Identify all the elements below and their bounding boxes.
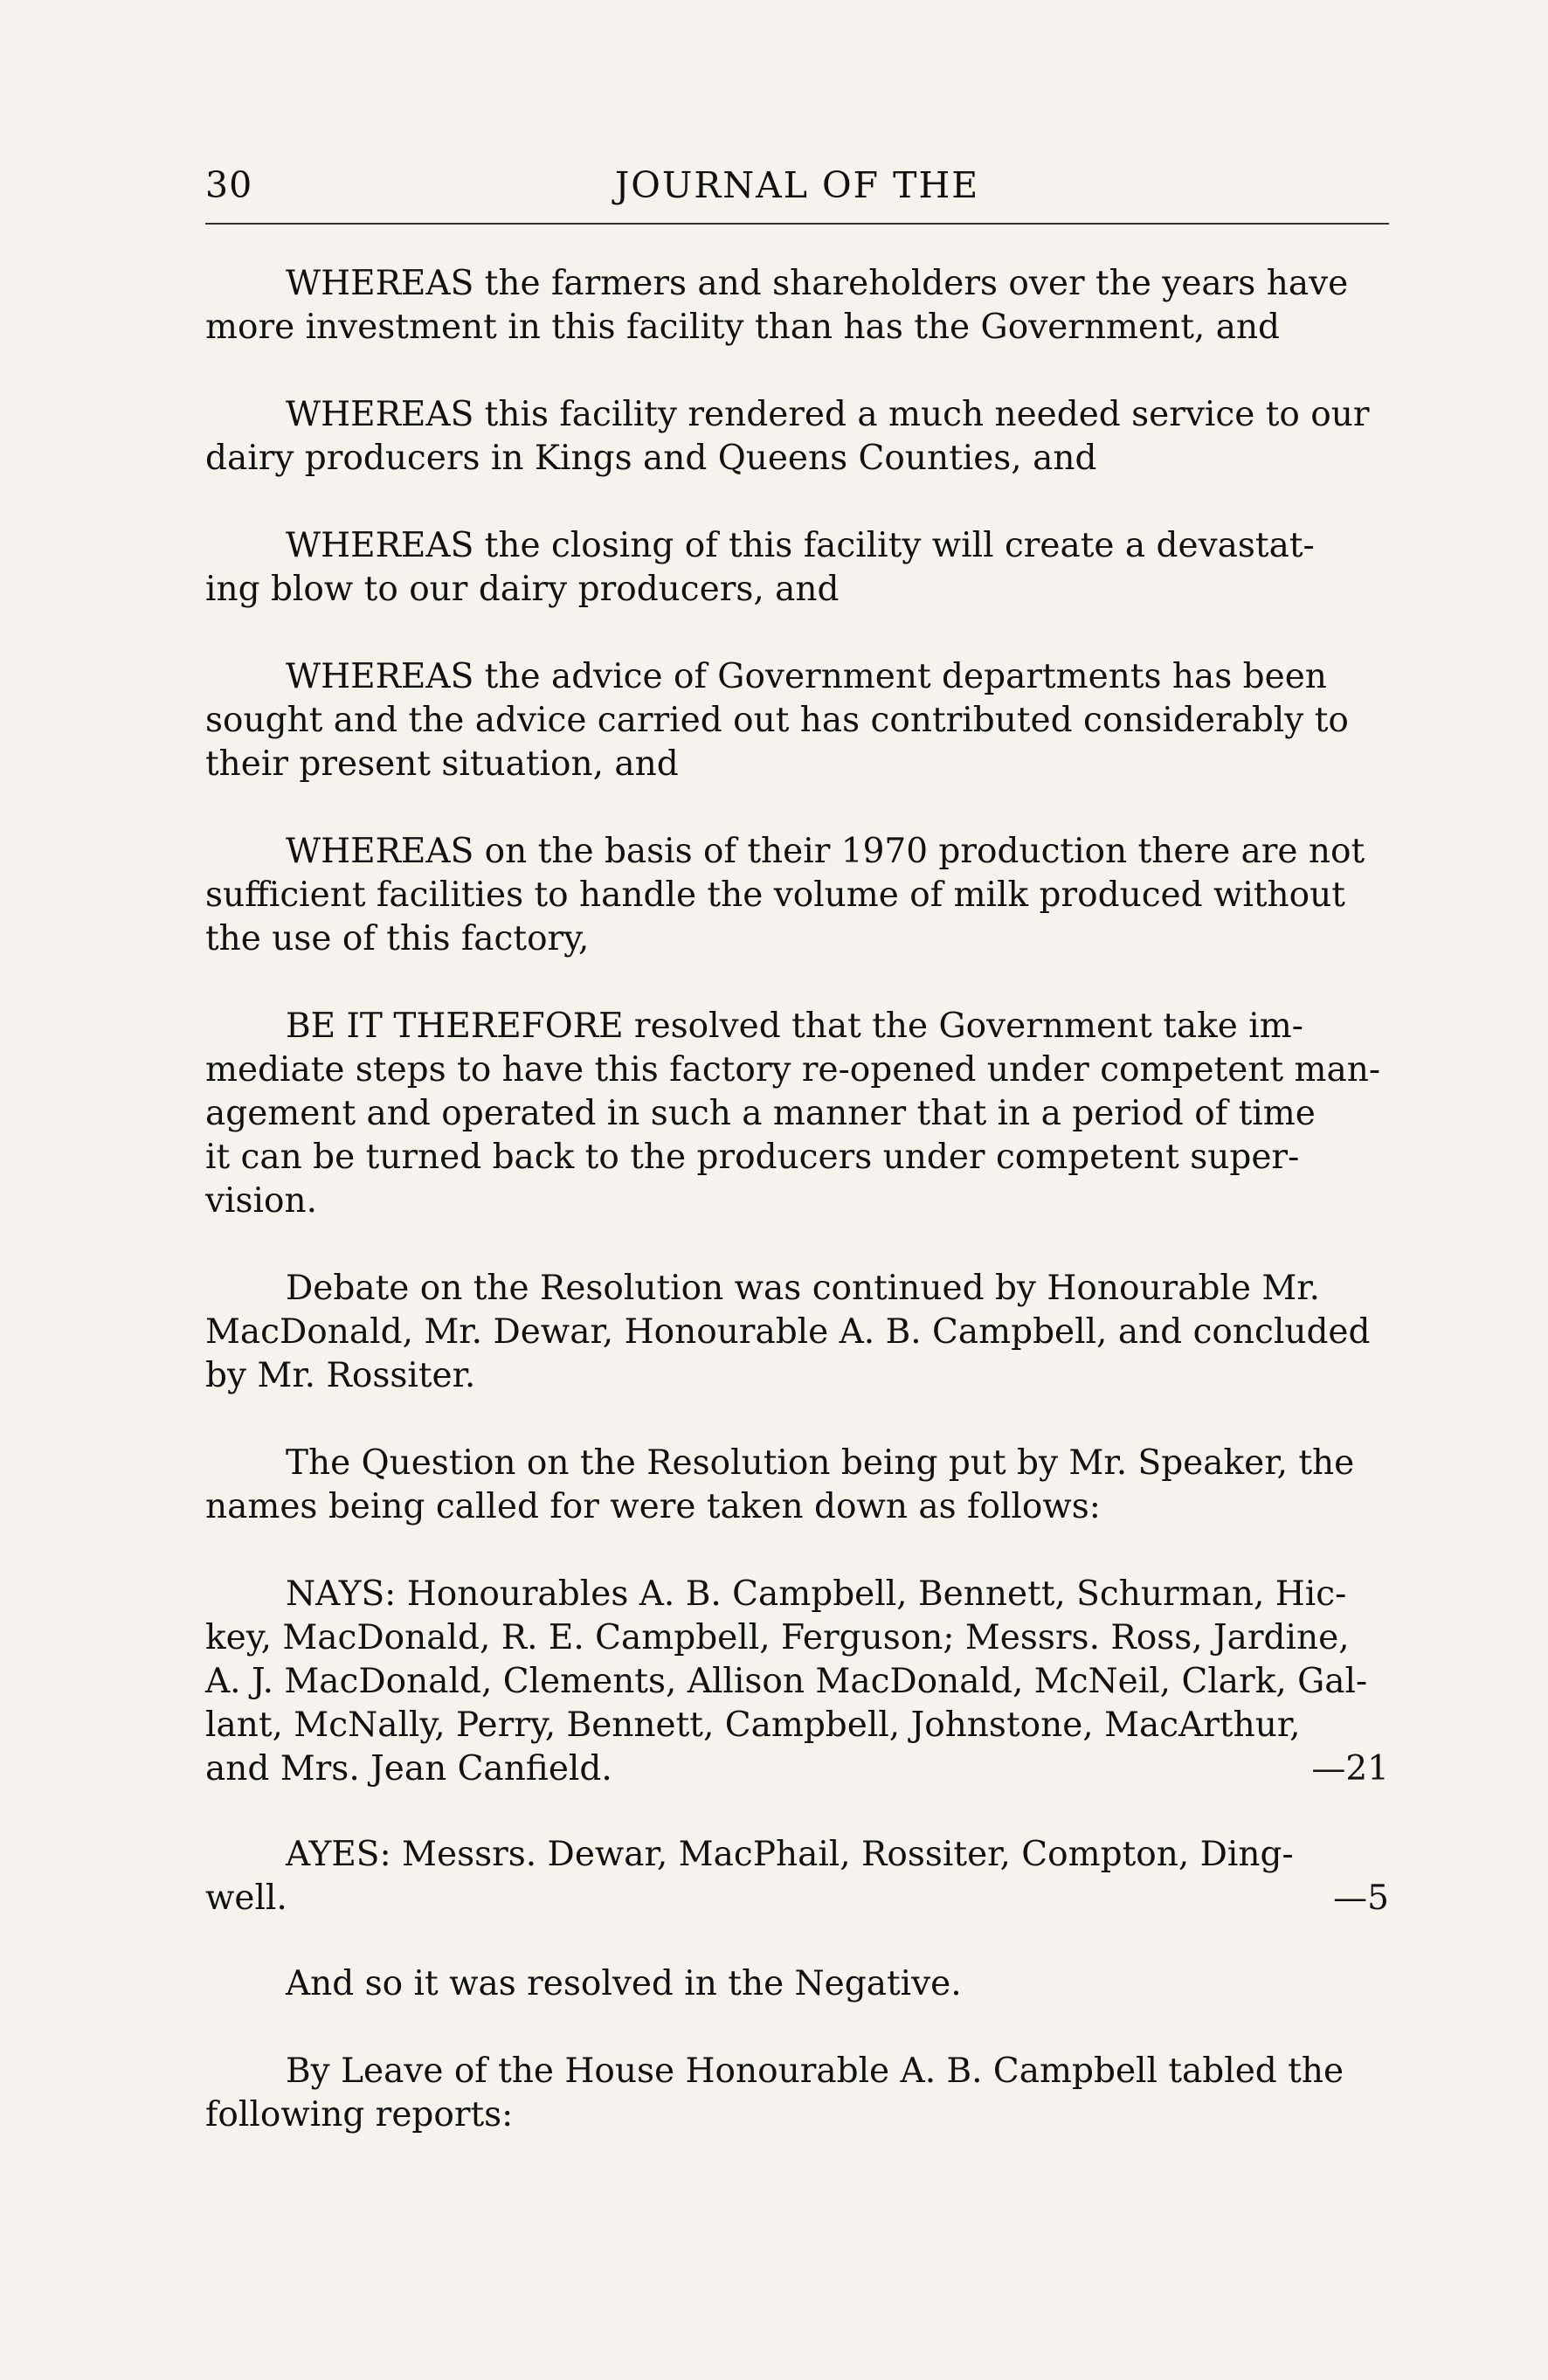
body-text [205,262,1389,2181]
paragraph-line: WHEREAS on the basis of their 1970 production there are not [286,832,1365,871]
paragraph-line: their present situation, and [205,744,679,784]
journal-page [205,0,1389,2380]
whereas-investment-paragraph [205,262,1389,349]
paragraph-line: WHEREAS this facility rendered a much needed service to our [286,395,1370,434]
paragraph-line: mediate steps to have this factory re-opened under competent man- [205,1050,1381,1090]
page-header [205,157,1389,210]
paragraph-line: the use of this factory, [205,919,590,958]
paragraph-line: WHEREAS the advice of Government departments has been [286,657,1327,696]
running-head: JOURNAL OF THE [614,164,980,206]
paragraph-line: lant, McNally, Perry, Bennett, Campbell, Johnstone, MacArthur, [205,1705,1301,1745]
paragraph-line: And so it was resolved in the Negative. [286,1964,962,2003]
whereas-advice-paragraph [205,655,1389,786]
whereas-production-paragraph [205,830,1389,961]
question-paragraph [205,1442,1389,1529]
ayes-last-line [205,1877,1389,1920]
negative-result-paragraph [205,1962,1389,2006]
paragraph-line: A. J. MacDonald, Clements, Allison MacDonald, McNeil, Clark, Gal- [205,1662,1368,1701]
paragraph-line: sought and the advice carried out has contributed considerably to [205,701,1349,740]
paragraph-line: well. [205,1878,287,1918]
whereas-service-paragraph [205,393,1389,481]
paragraph-line: WHEREAS the farmers and shareholders over the years have [286,264,1349,303]
ayes-vote-list [205,1833,1389,1920]
paragraph-line: The Question on the Resolution being put by Mr. Speaker, the [286,1443,1355,1483]
paragraph-line: By Leave of the House Honourable A. B. Campbell tabled the [286,2051,1344,2091]
paragraph-line: WHEREAS the closing of this facility will create a devastat- [286,526,1315,565]
paragraph-line: by Mr. Rossiter. [205,1356,476,1395]
nays-tally: —21 [1311,1749,1389,1788]
paragraph-line: vision. [205,1181,317,1221]
paragraph-line: BE IT THEREFORE resolved that the Government take im- [286,1007,1303,1046]
paragraph-line: names being called for were taken down as follows: [205,1487,1101,1526]
paragraph-line: sufficient facilities to handle the volume of milk produced without [205,875,1345,915]
nays-vote-list [205,1573,1389,1791]
header-rule [205,223,1389,225]
page-number: 30 [205,164,253,206]
tabled-reports-paragraph [205,2050,1389,2137]
paragraph-line: following reports: [205,2095,514,2134]
paragraph-line: NAYS: Honourables A. B. Campbell, Bennett, Schurman, Hic- [286,1574,1347,1614]
paragraph-line: dairy producers in Kings and Queens Counties, and [205,439,1097,478]
whereas-closing-paragraph [205,524,1389,612]
paragraph-line: more investment in this facility than has the Government, and [205,308,1281,347]
paragraph-line: Debate on the Resolution was continued by Honourable Mr. [286,1269,1321,1308]
nays-last-line [205,1747,1389,1791]
paragraph-line: agement and operated in such a manner that in a period of time [205,1094,1316,1133]
paragraph-line: MacDonald, Mr. Dewar, Honourable A. B. Campbell, and concluded [205,1312,1371,1352]
paragraph-line: it can be turned back to the producers under competent super- [205,1138,1300,1177]
paragraph-line: and Mrs. Jean Canfield. [205,1749,612,1788]
paragraph-line: ing blow to our dairy producers, and [205,570,840,609]
ayes-tally: —5 [1333,1878,1389,1918]
paragraph-line: key, MacDonald, R. E. Campbell, Ferguson; Messrs. Ross, Jardine, [205,1618,1350,1657]
debate-paragraph [205,1267,1389,1398]
resolution-paragraph [205,1005,1389,1223]
paragraph-line: AYES: Messrs. Dewar, MacPhail, Rossiter, Compton, Ding- [286,1835,1294,1874]
